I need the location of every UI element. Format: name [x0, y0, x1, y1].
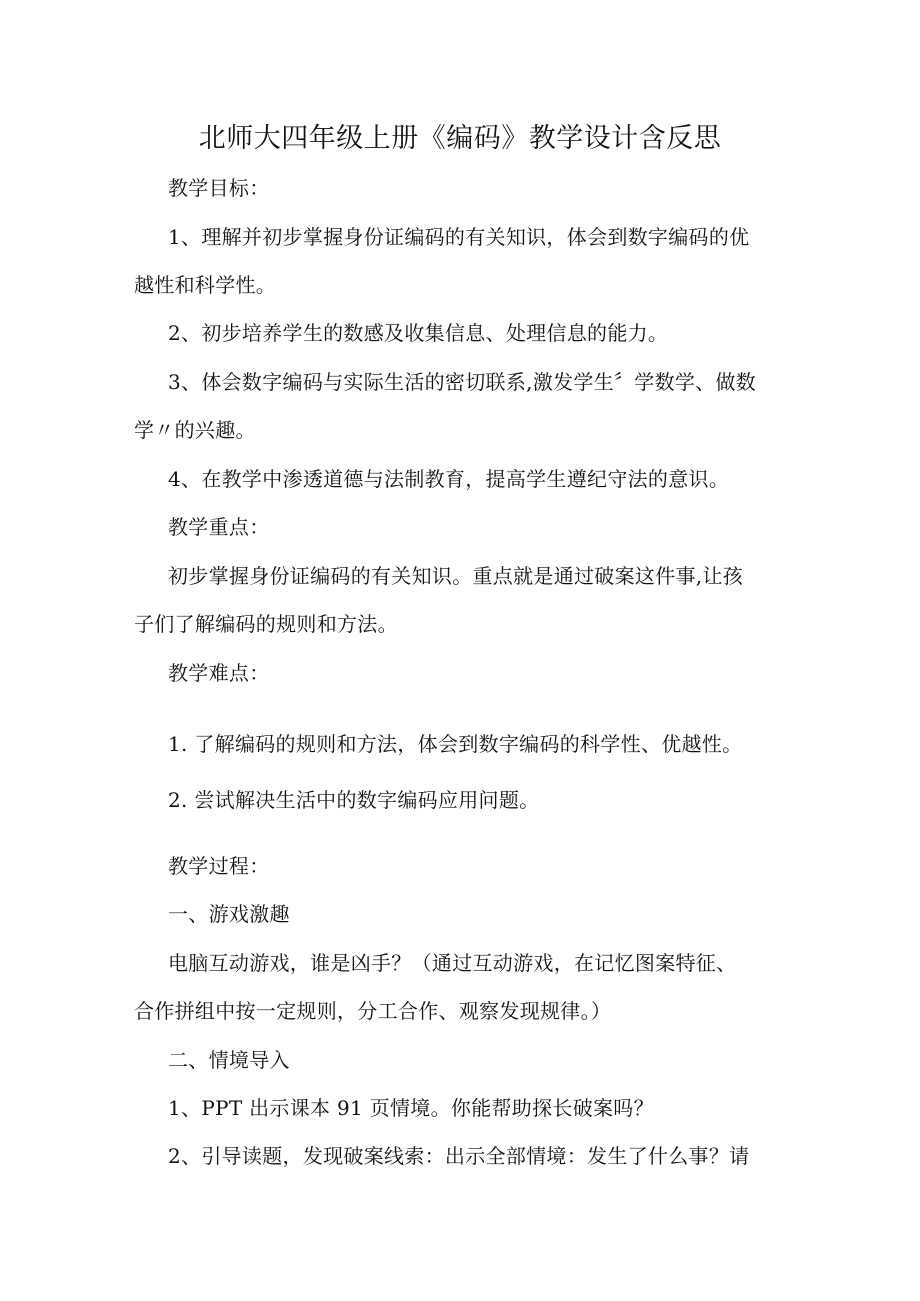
section-heading-difficulties: 教学难点： — [168, 661, 270, 685]
paragraph-line: 3、体会数字编码与实际生活的密切联系,激发学生〞学数学、做数 — [168, 370, 757, 394]
paragraph-line: 2、初步培养学生的数感及收集信息、处理信息的能力。 — [168, 321, 669, 345]
section-heading-process: 教学过程： — [168, 854, 270, 878]
document-title: 北师大四年级上册《编码》教学设计含反思 — [198, 123, 722, 154]
section-heading-objectives: 教学目标： — [168, 176, 270, 200]
paragraph-line: 电脑互动游戏，谁是凶手？（通过互动游戏，在记忆图案特征、 — [168, 951, 737, 975]
paragraph-line: 1. 了解编码的规则和方法，体会到数字编码的科学性、优越性。 — [168, 732, 743, 756]
paragraph-line: 越性和科学性。 — [134, 273, 277, 297]
paragraph-line: 子们了解编码的规则和方法。 — [134, 612, 398, 636]
paragraph-line: 学〃的兴趣。 — [134, 418, 256, 442]
paragraph-line: 合作拼组中按一定规则，分工合作、观察发现规律。） — [134, 999, 612, 1023]
paragraph-line: 初步掌握身份证编码的有关知识。重点就是通过破案这件事,让孩 — [168, 564, 744, 588]
paragraph-line: 1、PPT 出示课本 91 页情境。你能帮助探长破案吗？ — [168, 1096, 654, 1120]
paragraph-line: 1、理解并初步掌握身份证编码的有关知识，体会到数字编码的优 — [168, 225, 750, 249]
paragraph-line: 2、引导读题，发现破案线索：出示全部情境：发生了什么事？请 — [168, 1144, 750, 1168]
section-heading-key-points: 教学重点： — [168, 515, 270, 539]
paragraph-line: 2. 尝试解决生活中的数字编码应用问题。 — [168, 788, 540, 812]
paragraph-line: 二、情境导入 — [168, 1048, 290, 1072]
paragraph-line: 4、在教学中渗透道德与法制教育，提高学生遵纪守法的意识。 — [168, 467, 730, 491]
paragraph-line: 一、游戏激趣 — [168, 902, 290, 926]
